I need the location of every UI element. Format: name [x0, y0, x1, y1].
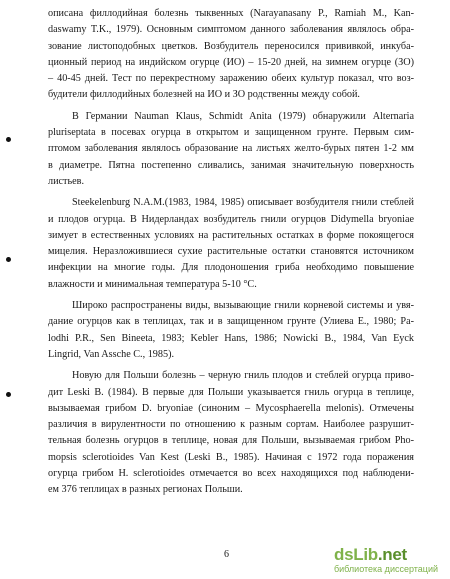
text-line: вызываемая грибом D. bryoniae (синоним – Mycosphaerella melonis). Отмечены [48, 402, 414, 414]
text-line: зимует в естественных условиях на растительных остатках в форме покоящегося [48, 229, 414, 241]
text-line: Широко распространены виды, вызывающие гнили корневой системы и увя- [72, 300, 414, 312]
watermark-logo: dsLib.net [334, 545, 407, 564]
margin-punch-mark [6, 392, 11, 397]
margin-punch-mark [6, 137, 11, 142]
page-number: 6 [224, 549, 229, 560]
text-line: листьев. [48, 175, 85, 187]
text-line: в диаметре. Пятна постепенно сливались, занимая значительную поверхность [48, 159, 414, 171]
text-line: различия в вирулентности по отношению к разным сортам. Наиболее разрушит- [48, 419, 414, 431]
text-line: и плодов огурца. В Нидерландах возбудитель гнили огурцов Didymella bryoniae [48, 213, 414, 225]
text-line: зование листоподобных цветков. Возбудитель переносился прививкой, инкуба- [48, 40, 414, 52]
text-line: В Германии Nauman Klaus, Schmidt Anita (1979) обнаружили Alternaria [72, 110, 414, 122]
text-line: mopsis sclerotioides Van Kest (Leski B., 1985). Начиная с 1972 года поражения [48, 451, 414, 463]
paragraph [48, 298, 414, 363]
text-line: описана филлодийная болезнь тыквенных (Narayanasany P., Ramiah M., Kan- [48, 8, 414, 19]
paragraph [48, 195, 414, 293]
text-line: дание огурцов как в теплицах, так и в защищенном грунте (Улиева Е., 1980; Pa- [48, 316, 414, 328]
text-line: огурца грибом H. sclerotioides отмечается во всех находящихся под наблюдени- [48, 468, 414, 480]
text-line: дит Leski B. (1984). В первые для Польши указывается гниль огурца в теплице, [48, 386, 414, 398]
text-line: инфекции на многие годы. Для плодоношения гриба необходимо повышение [48, 262, 414, 274]
text-line: daswamy T.K., 1979). Основным симптомом данного заболевания являлось обра- [48, 24, 414, 36]
text-line: Новую для Польши болезнь – черную гниль плодов и стеблей огурца приво- [72, 370, 414, 382]
text-line: ем 376 теплицах в разных регионах Польши. [48, 484, 243, 496]
text-line: Lingrid, Van Assche C., 1985). [48, 348, 175, 360]
document-body [48, 6, 414, 504]
text-line: влажности и минимальная температура 5-10 °С. [48, 278, 257, 290]
text-line: ционный период на индийском огурце (ИО) – 15-20 дней, на зимнем огурце (ЗО) [48, 56, 414, 68]
text-line: pluriseptata в посевах огурца в открытом и защищенном грунте. Первым сим- [48, 127, 414, 139]
dslib-watermark [334, 545, 444, 575]
text-line: – 40-45 дней. Тест по перекрестному заражению обеих культур показал, что воз- [48, 73, 414, 85]
text-line: Steekelenburg N.A.M.(1983, 1984, 1985) описывает возбудителя гнили стеблей [72, 197, 414, 209]
paragraph [48, 368, 414, 498]
margin-punch-mark [6, 257, 11, 262]
text-line: lodhi P.R., Sen Bineeta, 1983; Kebler Hans, 1986; Nowicki B., 1984, Van Eyck [48, 332, 414, 344]
paragraph [48, 109, 414, 190]
text-line: мицелия. Неразложившиеся сухие растительные остатки становятся источником [48, 246, 414, 258]
paragraph [48, 6, 414, 104]
watermark-subtitle: библиотека диссертаций [334, 564, 439, 574]
text-line: птомом заболевания являлось образование на листьях желто-бурых пятен 1-2 мм [48, 143, 414, 155]
text-line: тельная болезнь огурцов в теплице, новая для Польши, вызываемая грибом Pho- [48, 435, 414, 447]
text-line: будители филлодийных болезней на ИО и ЗО родственны между собой. [48, 89, 360, 101]
